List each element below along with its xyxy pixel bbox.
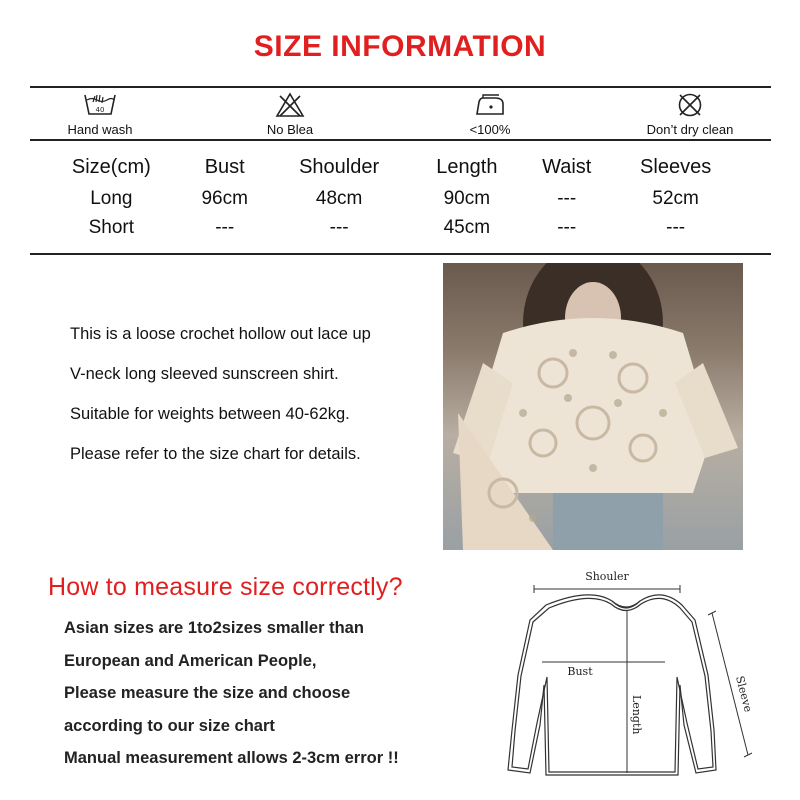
- measure-instructions: [64, 619, 399, 782]
- measure-line: according to our size chart: [64, 716, 275, 735]
- table-cell: ---: [215, 216, 235, 238]
- no-bleach-icon: [275, 92, 305, 118]
- measurement-diagram: [490, 565, 770, 795]
- care-bottom-divider: [30, 139, 771, 141]
- care-item-hand-wash: [25, 92, 175, 137]
- description-line: V-neck long sleeved sunscreen shirt.: [70, 365, 339, 383]
- hand-wash-icon: [83, 92, 117, 118]
- table-row: [40, 213, 740, 242]
- care-item-no-bleach: [215, 92, 365, 137]
- description-line: This is a loose crochet hollow out lace up: [70, 325, 371, 343]
- table-cell: ---: [557, 187, 577, 209]
- iron-icon: [473, 92, 507, 118]
- page-title: SIZE INFORMATION: [253, 30, 547, 63]
- size-table: [40, 150, 740, 242]
- care-top-divider: [30, 86, 771, 88]
- care-item-no-dry-clean: [615, 92, 765, 137]
- column-header: Size(cm): [71, 155, 151, 178]
- shirt-outline: [508, 595, 716, 775]
- sleeve-label: Sleeve: [733, 674, 755, 714]
- measure-line: European and American People,: [64, 651, 317, 670]
- column-header: Waist: [542, 155, 592, 178]
- wash-temp-text: 40: [95, 106, 105, 114]
- measure-line: Manual measurement allows 2-3cm error !!: [64, 749, 399, 767]
- table-bottom-divider: [30, 253, 771, 255]
- column-header: Bust: [204, 155, 245, 178]
- table-cell: 52cm: [652, 187, 699, 209]
- measure-line: Please measure the size and choose: [64, 684, 351, 702]
- product-description: [70, 325, 371, 485]
- table-row: [40, 184, 740, 213]
- column-header: Length: [436, 155, 498, 178]
- care-label-no-bleach: No Blea: [266, 122, 314, 137]
- table-cell: ---: [666, 216, 686, 238]
- care-label-hand-wash: Hand wash: [67, 122, 133, 137]
- size-table-header-row: [40, 150, 740, 184]
- table-cell: ---: [557, 216, 577, 238]
- care-item-iron: [415, 92, 565, 137]
- length-label: Length: [630, 695, 643, 735]
- care-label-iron: <100%: [469, 122, 511, 137]
- description-line: Suitable for weights between 40-62kg.: [70, 405, 350, 423]
- shoulder-label: Shouler: [585, 570, 629, 583]
- bust-label: Bust: [567, 665, 593, 678]
- table-cell: 96cm: [201, 187, 248, 209]
- description-line: Please refer to the size chart for details.: [70, 445, 361, 463]
- table-cell: ---: [329, 216, 349, 238]
- table-cell: 48cm: [315, 187, 363, 209]
- care-label-no-dry-clean: Don’t dry clean: [646, 122, 734, 137]
- measure-line: Asian sizes are 1to2sizes smaller than: [64, 619, 364, 637]
- product-photo: [443, 263, 743, 550]
- table-cell: Short: [88, 216, 135, 238]
- measure-heading: How to measure size correctly?: [48, 573, 403, 601]
- no-dry-clean-icon: [675, 92, 705, 118]
- column-header: Shoulder: [299, 155, 380, 178]
- table-cell: Long: [90, 187, 133, 209]
- table-cell: 45cm: [443, 216, 491, 238]
- column-header: Sleeves: [640, 155, 712, 178]
- table-cell: 90cm: [443, 187, 491, 209]
